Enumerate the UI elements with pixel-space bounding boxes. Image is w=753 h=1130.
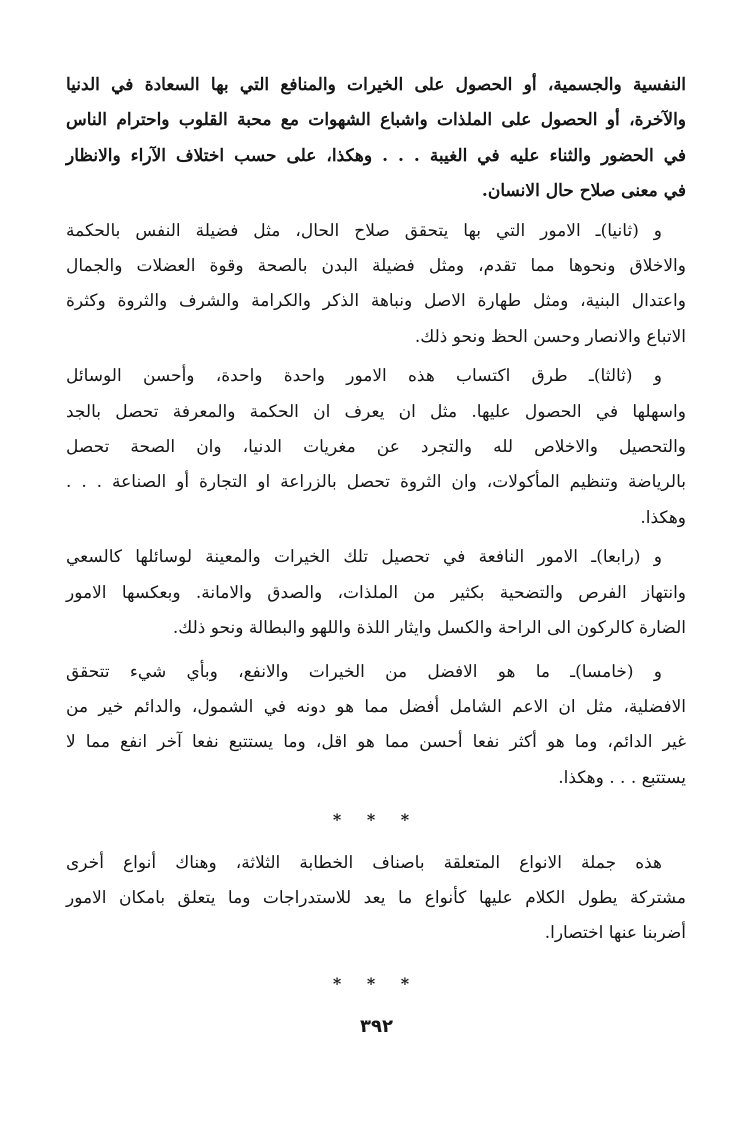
paragraph-second bbox=[66, 214, 686, 356]
text-line: والآخرة، أو الحصول على الملذات واشباع الشهوات مع محبة القلوب واحترام الناس bbox=[66, 110, 687, 131]
text-line: الافضلية، مثل ان الاعم الشامل أفضل مما هو دونه في الشمول، والدائم خير من bbox=[66, 696, 687, 717]
text-line: واسهلها في الحصول عليها. مثل ان يعرف ان الحكمة والمعرفة تحصل بالجد bbox=[66, 401, 686, 422]
text-line: هذه جملة الانواع المتعلقة باصناف الخطابة الثلاثة، وهناك أنواع أخرى bbox=[66, 852, 662, 873]
text-line: و (رابعا)ـ الامور النافعة في تحصيل تلك الخيرات والمعينة لوسائلها كالسعي bbox=[66, 547, 662, 568]
text-line: وانتهاز الفرص والتضحية بكثير من الملذات، والصدق والامانة. وبعكسها الامور bbox=[66, 582, 686, 603]
text-line: أضربنا عنها اختصارا. bbox=[544, 923, 686, 944]
text-line: في معنى صلاح حال الانسان. bbox=[481, 181, 686, 202]
text-line: في الحضور والثناء عليه في الغيبة . . . وهكذا، على حسب اختلاف الآراء والانظار bbox=[66, 145, 686, 166]
text-line: و (ثالثا)ـ طرق اكتساب هذه الامور واحدة واحدة، وأحسن الوسائل bbox=[66, 366, 662, 387]
text-line: و (خامسا)ـ ما هو الافضل من الخيرات والانفع، وبأي شيء تتحقق bbox=[66, 661, 662, 682]
text-line: و (ثانيا)ـ الامور التي بها يتحقق صلاح الحال، مثل فضيلة النفس بالحكمة bbox=[66, 220, 662, 241]
page-body bbox=[66, 68, 686, 1009]
text-line: الضارة كالركون الى الراحة والكسل وايثار اللذة واللهو والبطالة ونحو ذلك. bbox=[172, 618, 686, 639]
text-line: مشتركة يطول الكلام عليها كأنواع ما يعد للاستدراجات وما يتعلق بامكان الامور bbox=[66, 887, 686, 908]
section-separator: * * * bbox=[332, 810, 420, 830]
text-line: النفسية والجسمية، أو الحصول على الخيرات والمنافع التي بها السعادة في الدنيا bbox=[66, 75, 686, 95]
text-line: غير الدائم، وما هو أكثر نفعا أحسن مما هو اقل، وما يستتبع نفعا آخر انفع مما لا bbox=[66, 732, 686, 753]
text-line: والتحصيل والاخلاص لله والتجرد عن مغريات الدنيا، وان الصحة تحصل bbox=[66, 437, 686, 458]
text-line: الاتباع والانصار وحسن الحظ ونحو ذلك. bbox=[414, 326, 686, 347]
section-separator-end: * * * bbox=[332, 973, 420, 993]
paragraph-closing bbox=[66, 846, 686, 952]
paragraph-fourth bbox=[66, 540, 686, 646]
paragraph-fifth bbox=[66, 655, 686, 797]
text-line: واعتدال البنية، ومثل طهارة الاصل ونباهة الذكر والكرامة والشرف والثروة وكثرة bbox=[66, 291, 686, 312]
paragraph-third bbox=[66, 359, 686, 536]
text-line: والاخلاق ونحوها مما تقدم، ومثل فضيلة البدن بالصحة وقوة العضلات والجمال bbox=[66, 256, 686, 277]
page-number: ٣٩٢ bbox=[360, 1016, 393, 1037]
text-line: وهكذا. bbox=[640, 507, 686, 528]
paragraph-intro bbox=[66, 68, 686, 210]
text-line: بالرياضة وتنظيم المأكولات، وان الثروة تحصل بالزراعة او التجارة أو الصناعة . . . bbox=[66, 472, 686, 493]
text-line: يستتبع . . . وهكذا. bbox=[558, 767, 686, 788]
